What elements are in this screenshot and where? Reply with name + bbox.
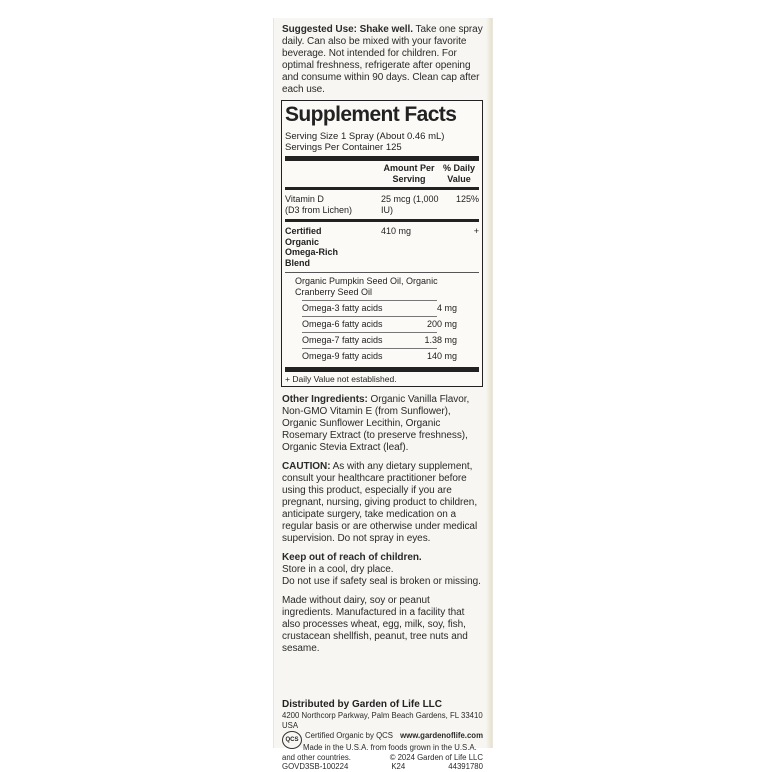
vitamin-d-name: Vitamin D: [285, 194, 324, 204]
fatty-acid-name: Omega-7 fatty acids: [302, 335, 383, 345]
vitamin-d-source: (D3 from Lichen): [285, 204, 353, 215]
omega-blend-row: [285, 222, 479, 272]
distributor-address: 4200 Northcorp Parkway, Palm Beach Gardens, FL 33410 USA: [282, 711, 483, 730]
daily-value-footnote: + Daily Value not established.: [285, 374, 397, 384]
distributor-heading: Distributed by Garden of Life LLC: [282, 699, 443, 710]
other-ingredients-text: Organic Vanilla Flavor, Non-GMO Vitamin E (from Sunflower), Organic Sunflower Lecithin, Organic Rosemary Extract (to preserve freshness), Organic Stevia Extract (leaf).: [282, 394, 470, 453]
suggested-use-text: Take one spray daily. Can also be mixed with your favorite beverage. Not intended for children. For optimal freshness, refrigerate after opening and consume within 90 days. Clean cap after each use.: [282, 24, 483, 95]
fatty-acid-amount: 4 mg: [436, 303, 457, 313]
item-code: 44391780: [448, 762, 483, 771]
other-ingredients-heading: Other Ingredients:: [282, 394, 368, 405]
batch-code: K24: [391, 762, 406, 771]
fatty-acid-name: Omega-9 fatty acids: [302, 351, 383, 361]
caution: [282, 461, 483, 545]
vitamin-d-amount: 25 mcg (1,000 IU): [381, 194, 439, 215]
product-label-panel: [273, 18, 493, 771]
suggested-use-heading: Suggested Use: Shake well.: [282, 24, 413, 35]
website: www.gardenoflife.com: [400, 731, 483, 740]
qcs-logo-icon: QCS: [282, 731, 302, 749]
caution-heading: CAUTION:: [282, 461, 331, 472]
fatty-acid-row: [285, 317, 479, 332]
lot-code: GOVD3SB-100224: [282, 762, 349, 771]
supplement-facts-title: Supplement Facts: [285, 103, 457, 126]
facts-column-header: [285, 161, 479, 187]
omega-blend-dv: +: [473, 226, 479, 236]
certified-organic: Certified Organic by QCS: [305, 731, 393, 740]
supplement-facts-panel: [281, 100, 483, 387]
vitamin-d-dv: 125%: [455, 194, 479, 204]
keep-out-of-reach: Keep out of reach of children.: [282, 552, 422, 563]
omega-blend-amount: 410 mg: [381, 226, 412, 236]
blend-sources: Organic Pumpkin Seed Oil, Organic Cranberry Seed Oil: [295, 276, 438, 297]
product-codes: [282, 762, 483, 772]
fatty-acid-amount: 140 mg: [426, 351, 457, 361]
fatty-acid-name: Omega-6 fatty acids: [302, 319, 383, 329]
fatty-acid-name: Omega-3 fatty acids: [302, 303, 383, 313]
serving-size: Serving Size 1 Spray (About 0.46 mL): [285, 131, 445, 142]
fatty-acid-row: [285, 301, 479, 316]
safety-seal-warning: Do not use if safety seal is broken or missing.: [282, 576, 481, 587]
daily-value-header: % Daily Value: [442, 163, 475, 184]
caution-text: As with any dietary supplement, consult your healthcare practitioner before using this product, especially if you are pregnant, nursing, giving product to children, anticipate surgery, take medication on a regular basis or are otherwise under medical supervision. Do not spray in eyes.: [282, 461, 478, 544]
amount-per-serving-header: Amount Per Serving: [383, 163, 435, 184]
copyright: © 2024 Garden of Life LLC: [389, 752, 483, 762]
fatty-acid-row: [285, 349, 479, 364]
omega-blend-name: Certified Organic Omega-Rich Blend: [285, 226, 339, 268]
made-in-statement: Made in the U.S.A. from foods grown in the U.S.A. and other countries.: [282, 743, 477, 762]
fatty-acid-amount: 200 mg: [426, 319, 457, 329]
allergen-statement: Made without dairy, soy or peanut ingredients. Manufactured in a facility that also processes wheat, egg, milk, soy, fish, crustacean shellfish, peanut, tree nuts and sesame.: [282, 595, 468, 654]
servings-per-container: Servings Per Container 125: [285, 142, 402, 153]
fatty-acid-amount: 1.38 mg: [424, 335, 457, 345]
suggested-use: [282, 24, 483, 96]
fatty-acid-row: [285, 333, 479, 348]
vitamin-d-row: [285, 190, 479, 219]
other-ingredients: [282, 394, 483, 454]
storage-instructions: Store in a cool, dry place.: [282, 564, 394, 575]
